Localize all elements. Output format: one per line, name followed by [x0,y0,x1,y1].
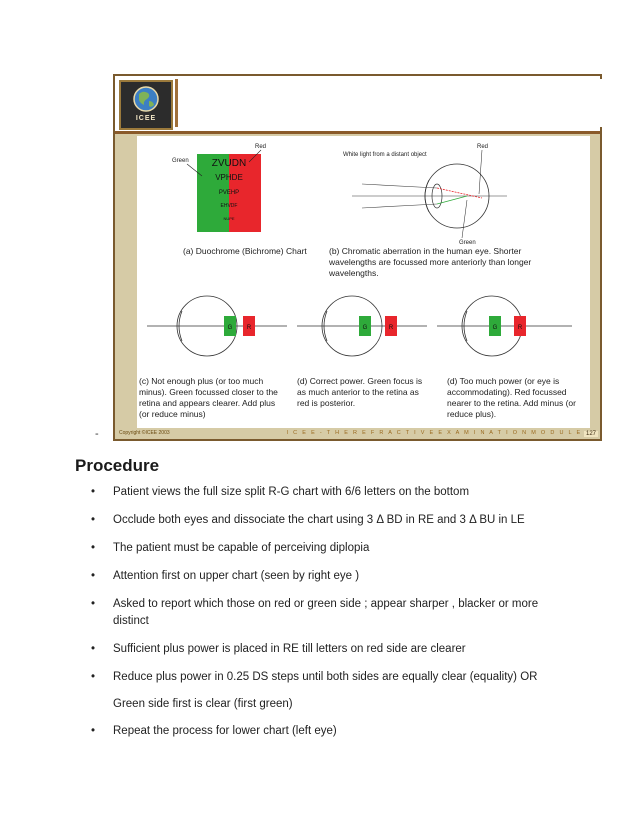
bullet: • [91,725,96,737]
bullet: • [91,542,96,554]
bullet: • [91,598,96,610]
chart-row: EHVDF [220,203,238,209]
list-item [75,669,575,686]
light-ray [362,184,437,188]
list-item-text: Asked to report which those on red or green side ; appear sharper , blacker or more distinct [113,598,539,627]
bullet: • [91,671,96,683]
slide-header [115,76,600,134]
slide-page-number: 127 [585,431,596,437]
icee-logo [119,80,173,130]
list-item [75,641,575,658]
list-item [75,596,575,630]
list-item [75,723,575,740]
caption-b: (b) Chromatic aberration in the human eye. Shorter wavelengths are focussed more anteriorly than longer wavelengths. [329,246,532,278]
list-item [75,512,575,529]
aberration-red-label: Red [477,144,489,150]
list-item [75,540,575,557]
list-item-text: Green side first is clear (first green) [113,698,293,710]
eye-diagram-d1 [297,296,427,356]
red-ray [437,188,482,198]
slide-image [113,74,602,441]
eye-diagram-d2 [437,296,572,356]
list-item-text: Reduce plus power in 0.25 DS steps until both sides are equally clear (equality) OR [113,671,538,683]
stray-dash: - [95,428,99,440]
red-label: R [246,325,252,331]
green-label: G [492,325,498,331]
red-label: R [388,325,394,331]
logo-text: ICEE [135,115,157,122]
list-item-text: Attention first on upper chart (seen by right eye ) [113,570,360,582]
caption-d-too-much: (d) Too much power (or eye is accommodating). Red focussed nearer to the retina. Add minus (or reduce plus). [447,376,576,419]
red-label: R [517,325,523,331]
section-heading: Procedure [75,456,160,475]
procedure-list [75,484,575,740]
list-item [75,568,575,585]
slide-module-title: I C E E - T H E R E F R A C T I V E E X A M I N A T I O N M O D U L E [286,430,582,436]
eye-diagram-c [147,296,287,356]
green-label: G [227,325,233,331]
list-item-text: Sufficient plus power is placed in RE till letters on red side are clearer [113,643,466,655]
slide-copyright: Copyright ©ICEE 2003 [119,430,170,436]
bullet: • [91,570,96,582]
green-pointer [462,200,467,238]
caption-c: (c) Not enough plus (or too much minus). Green focussed closer to the retina and appears clearer. Add plus (or reduce minus) [139,376,278,419]
list-item-text: Patient views the full size split R-G chart with 6/6 letters on the bottom [113,486,470,498]
list-item-text: Occlude both eyes and dissociate the chart using 3 Δ BD in RE and 3 Δ BU in LE [113,514,525,526]
bullet: • [91,643,96,655]
light-ray [362,204,437,208]
red-label: Red [255,144,267,150]
green-label: Green [172,158,189,164]
list-item-text: The patient must be capable of perceiving diplopia [113,542,370,554]
green-label: G [362,325,368,331]
figure-panel [137,136,590,428]
chart-row: ZVUDN [211,158,247,169]
list-item-continuation [75,696,575,713]
light-label: White light from a distant object [343,152,427,158]
bullet: • [91,486,96,498]
chart-row: NUPE [223,216,235,221]
list-item [75,484,575,501]
list-item-text: Repeat the process for lower chart (left eye) [113,725,337,737]
chart-row: PVEHP [218,190,240,196]
chart-row: VPHDE [215,173,243,182]
header-bar [175,79,603,127]
aberration-green-label: Green [459,240,476,246]
caption-a: (a) Duochrome (Bichrome) Chart [183,246,307,256]
caption-d-correct: (d) Correct power. Green focus is as much anterior to the retina as red is posterior. [297,376,423,408]
bullet: • [91,514,96,526]
red-pointer [479,150,482,194]
